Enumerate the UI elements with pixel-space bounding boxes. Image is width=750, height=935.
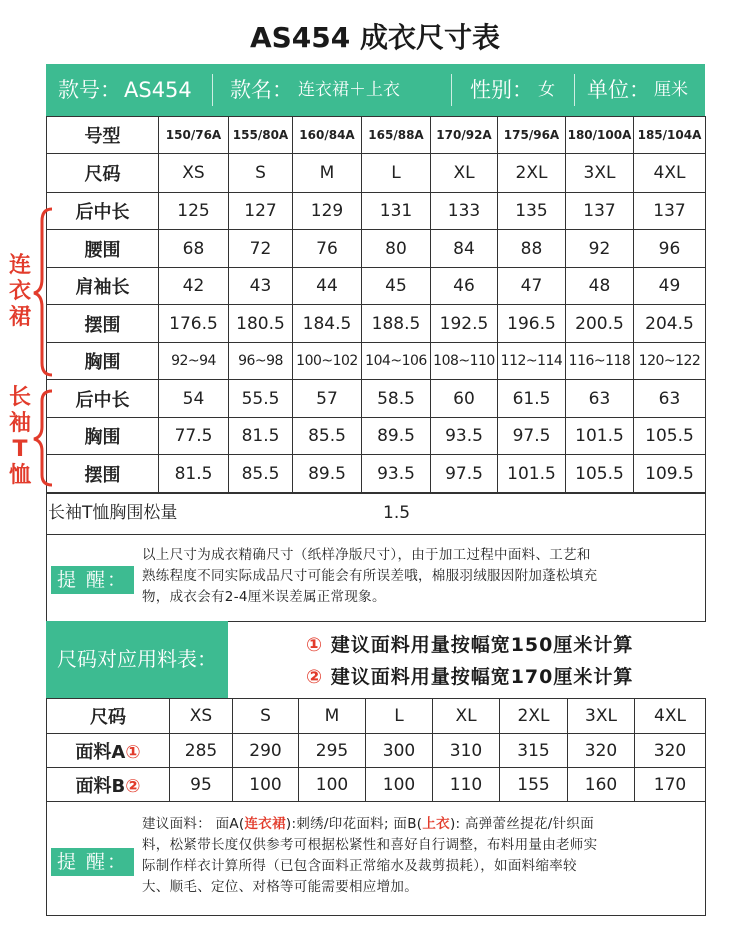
table-cell: 43	[229, 268, 293, 305]
table-cell: 137	[634, 193, 706, 230]
fabric-name: 面料B	[75, 775, 126, 797]
table-cell: 196.5	[498, 305, 566, 343]
unit-label: 单位：	[587, 78, 650, 102]
row-label: 后中长	[47, 193, 159, 230]
info-bar	[46, 64, 705, 116]
model-row	[47, 117, 706, 154]
circle-one-icon: ①	[306, 634, 324, 656]
table-cell: 290	[233, 734, 299, 768]
table-cell: 129	[293, 193, 362, 230]
side-char: 裙	[8, 305, 31, 330]
table-cell: 204.5	[634, 305, 706, 343]
fabric-size-row	[47, 699, 706, 734]
size-cell: L	[362, 154, 431, 193]
table-cell: 100	[366, 768, 433, 802]
size-cell: S	[233, 699, 299, 734]
side-char: 恤	[8, 463, 31, 488]
fabric-name: 面料A	[75, 741, 126, 763]
table-cell: 47	[498, 268, 566, 305]
table-cell: 105.5	[634, 418, 706, 455]
table-cell: 105.5	[566, 455, 634, 493]
divider	[574, 74, 575, 106]
circle-two-icon: ②	[306, 666, 324, 688]
table-cell: 93.5	[431, 418, 498, 455]
recommend-text: 建议面料用量按幅宽170厘米计算	[323, 666, 634, 688]
table-cell: 48	[566, 268, 634, 305]
size-cell: 2XL	[500, 699, 568, 734]
fabric-row	[47, 768, 706, 802]
table-cell: 320	[568, 734, 635, 768]
notice-text	[142, 545, 597, 608]
table-cell: 108~110	[431, 343, 498, 380]
table-cell: 100	[299, 768, 366, 802]
table-cell: 100	[233, 768, 299, 802]
table-cell: 84	[431, 230, 498, 268]
table-cell: 170	[635, 768, 706, 802]
size-row	[47, 154, 706, 193]
dress-row	[47, 305, 706, 343]
table-cell: 57	[293, 380, 362, 418]
row-label	[47, 768, 170, 802]
table-cell: 44	[293, 268, 362, 305]
row-label	[47, 734, 170, 768]
text-span: 建议面料： 面A(	[142, 816, 245, 832]
size-cell: 3XL	[566, 154, 634, 193]
table-cell: 92~94	[159, 343, 229, 380]
fabric-header-label: 尺码对应用料表：	[46, 621, 228, 698]
circle-one-icon: ①	[125, 741, 141, 763]
table-cell: 101.5	[498, 455, 566, 493]
size-cell: M	[293, 154, 362, 193]
table-cell: 110	[433, 768, 500, 802]
style-no-label: 款号：	[58, 78, 121, 102]
table-cell: 116~118	[566, 343, 634, 380]
table-cell: 188.5	[362, 305, 431, 343]
style-no-value: AS454	[124, 78, 192, 102]
gender-value: 女	[538, 80, 555, 100]
model-cell: 150/76A	[159, 117, 229, 154]
recommend-line-2	[306, 662, 633, 689]
table-cell: 61.5	[498, 380, 566, 418]
size-cell: 4XL	[635, 699, 706, 734]
table-cell: 80	[362, 230, 431, 268]
table-cell: 127	[229, 193, 293, 230]
notice-line: 际制作样衣计算所得（已包含面料正常缩水及裁剪损耗），如面料缩率较	[142, 858, 577, 874]
table-cell: 96~98	[229, 343, 293, 380]
notice-line: 料，松紧带长度仅供参考可根据松紧性和喜好自行调整，布料用量由老师实	[142, 837, 598, 853]
notice-badge: 提 醒：	[51, 566, 134, 594]
table-cell: 46	[431, 268, 498, 305]
table-cell: 295	[299, 734, 366, 768]
table-cell: 133	[431, 193, 498, 230]
notice-line	[142, 814, 597, 835]
page-title: AS454 成衣尺寸表	[249, 21, 501, 54]
table-cell: 135	[498, 193, 566, 230]
dress-row	[47, 343, 706, 380]
divider	[212, 74, 213, 106]
row-label: 胸围	[47, 418, 159, 455]
table-cell: 125	[159, 193, 229, 230]
table-cell: 160	[568, 768, 635, 802]
recommend-text: 建议面料用量按幅宽150厘米计算	[323, 634, 634, 656]
table-cell: 285	[170, 734, 233, 768]
table-cell: 192.5	[431, 305, 498, 343]
notice-line: 以上尺寸为成衣精确尺寸（纸样净版尺寸），由于加工过程中面料、工艺和	[142, 547, 591, 563]
table-cell: 81.5	[159, 455, 229, 493]
size-table	[46, 116, 706, 493]
table-cell: 112~114	[498, 343, 566, 380]
table-cell: 63	[634, 380, 706, 418]
row-label: 摆围	[47, 305, 159, 343]
table-cell: 97.5	[431, 455, 498, 493]
table-cell: 42	[159, 268, 229, 305]
model-cell: 165/88A	[362, 117, 431, 154]
table-cell: 89.5	[362, 418, 431, 455]
side-char: 袖	[8, 411, 31, 436]
table-cell: 63	[566, 380, 634, 418]
side-char: T	[12, 437, 28, 462]
table-cell: 155	[500, 768, 568, 802]
notice-badge: 提 醒：	[51, 848, 134, 876]
table-cell: 54	[159, 380, 229, 418]
table-cell: 77.5	[159, 418, 229, 455]
row-label: 后中长	[47, 380, 159, 418]
row-label: 胸围	[47, 343, 159, 380]
table-cell: 93.5	[362, 455, 431, 493]
size-cell: 3XL	[568, 699, 635, 734]
dress-row	[47, 230, 706, 268]
unit-value: 厘米	[654, 80, 688, 100]
table-cell: 85.5	[229, 455, 293, 493]
size-cell: S	[229, 154, 293, 193]
side-char: 长	[8, 385, 31, 410]
table-cell: 45	[362, 268, 431, 305]
size-cell: 4XL	[634, 154, 706, 193]
name-value: 连衣裙＋上衣	[298, 80, 400, 100]
table-cell: 58.5	[362, 380, 431, 418]
table-cell: 76	[293, 230, 362, 268]
ease-value: 1.5	[383, 503, 411, 523]
table-cell: 101.5	[566, 418, 634, 455]
table-cell: 92	[566, 230, 634, 268]
size-cell: XS	[159, 154, 229, 193]
table-cell: 60	[431, 380, 498, 418]
fabric-table	[46, 698, 706, 802]
text-span: ): 高弹蕾丝提花/针织面	[449, 816, 595, 832]
table-cell: 97.5	[498, 418, 566, 455]
table-cell: 120~122	[634, 343, 706, 380]
side-char: 连	[8, 253, 31, 278]
size-label: 尺码	[47, 154, 159, 193]
tee-row	[47, 380, 706, 418]
row-label: 摆围	[47, 455, 159, 493]
notice-line: 大、顺毛、定位、对格等可能需要相应增加。	[142, 879, 418, 895]
fabric-row	[47, 734, 706, 768]
tee-row	[47, 418, 706, 455]
model-cell: 155/80A	[229, 117, 293, 154]
model-cell: 180/100A	[566, 117, 634, 154]
table-cell: 89.5	[293, 455, 362, 493]
table-cell: 200.5	[566, 305, 634, 343]
table-cell: 72	[229, 230, 293, 268]
side-char: 衣	[8, 279, 31, 304]
table-cell: 184.5	[293, 305, 362, 343]
table-cell: 300	[366, 734, 433, 768]
table-cell: 131	[362, 193, 431, 230]
size-cell: 2XL	[498, 154, 566, 193]
gender-label: 性别：	[470, 78, 533, 102]
size-cell: L	[366, 699, 433, 734]
size-cell: M	[299, 699, 366, 734]
notice-line: 熟练程度不同实际成品尺寸可能会有所误差哦，棉服羽绒服因附加蓬松填充	[142, 568, 598, 584]
table-cell: 180.5	[229, 305, 293, 343]
model-cell: 170/92A	[431, 117, 498, 154]
table-cell: 320	[635, 734, 706, 768]
table-cell: 88	[498, 230, 566, 268]
table-cell: 137	[566, 193, 634, 230]
brace-icon	[30, 205, 56, 495]
recommend-line-1	[306, 630, 633, 657]
table-cell: 96	[634, 230, 706, 268]
row-label: 肩袖长	[47, 268, 159, 305]
size-cell: XL	[433, 699, 500, 734]
circle-two-icon: ②	[125, 775, 141, 797]
notice-line: 物，成衣会有2-4厘米误差属正常现象。	[142, 589, 386, 605]
model-cell: 175/96A	[498, 117, 566, 154]
table-cell: 109.5	[634, 455, 706, 493]
ease-label: 长袖T恤胸围松量	[48, 503, 178, 523]
model-label: 号型	[47, 117, 159, 154]
table-cell: 49	[634, 268, 706, 305]
table-cell: 95	[170, 768, 233, 802]
divider	[451, 74, 452, 106]
table-cell: 81.5	[229, 418, 293, 455]
table-cell: 100~102	[293, 343, 362, 380]
row-label: 腰围	[47, 230, 159, 268]
dress-row	[47, 193, 706, 230]
model-cell: 185/104A	[634, 117, 706, 154]
top-highlight: 上衣	[422, 816, 450, 832]
model-cell: 160/84A	[293, 117, 362, 154]
table-cell: 315	[500, 734, 568, 768]
notice-text	[142, 814, 597, 898]
size-cell: XS	[170, 699, 233, 734]
name-label: 款名：	[230, 78, 293, 102]
table-cell: 68	[159, 230, 229, 268]
tee-row	[47, 455, 706, 493]
dress-highlight: 连衣裙	[244, 816, 286, 832]
table-cell: 85.5	[293, 418, 362, 455]
text-span: ):刺绣/印花面料; 面B(	[285, 816, 423, 832]
table-cell: 176.5	[159, 305, 229, 343]
dress-row	[47, 268, 706, 305]
table-cell: 55.5	[229, 380, 293, 418]
table-cell: 104~106	[362, 343, 431, 380]
size-label: 尺码	[47, 699, 170, 734]
size-cell: XL	[431, 154, 498, 193]
table-cell: 310	[433, 734, 500, 768]
